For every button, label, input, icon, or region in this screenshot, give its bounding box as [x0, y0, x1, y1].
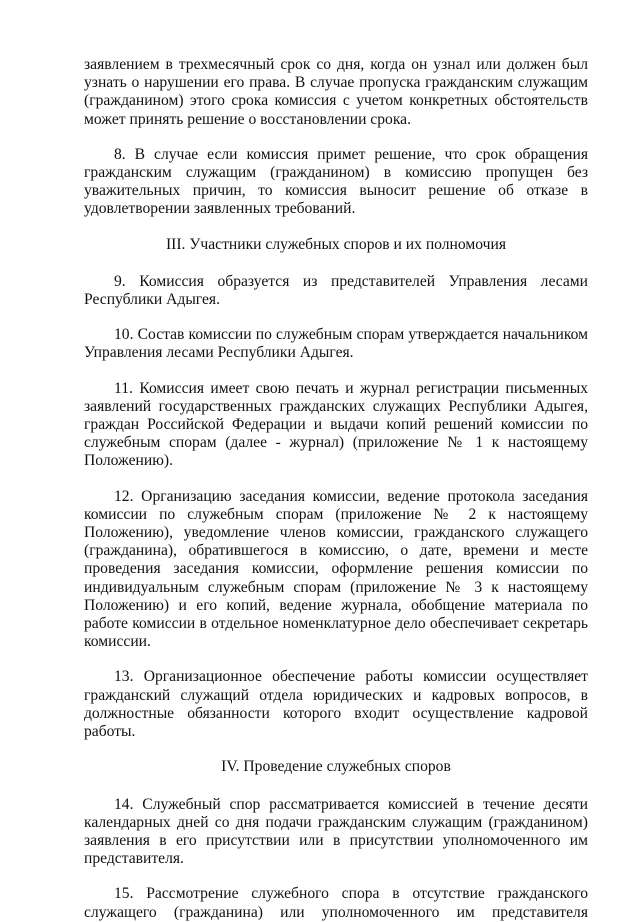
section-heading-4: IV. Проведение служебных споров — [221, 758, 451, 776]
paragraph-11: 11. Комиссия имеет свою печать и журнал регистрации письменных заявлений государственных гражданских служащих Республики Адыгея, граждан Российской Федерации и выдачи копий решений комиссии по служебным спорам (далее - журнал) (приложение № 1 к настоящему Положению). — [84, 379, 588, 470]
paragraph-15: 15. Рассмотрение служебного спора в отсутствие гражданского служащего (гражданина) или уполномоченного им представителя — [84, 885, 588, 921]
paragraph-8: 8. В случае если комиссия примет решение, что срок обращения гражданским служащим (гражданином) в комиссию пропущен без уважительных причин, то комиссия выносит решение об отказе в удовлетворении заявленных требований. — [84, 145, 588, 218]
section-heading-3: III. Участники служебных споров и их полномочия — [165, 235, 507, 253]
paragraph-7-continuation: заявлением в трехмесячный срок со дня, когда он узнал или должен был узнать о нарушении его права. В случае пропуска гражданским служащим (гражданином) этого срока комиссия с учетом конкретных обстоятельств может принять решение о восстановлении срока. — [84, 56, 588, 128]
paragraph-12: 12. Организацию заседания комиссии, ведение протокола заседания комиссии по служебным спорам (приложение № 2 к настоящему Положению), уведомление членов комиссии, гражданского служащего (гражданина), обратившегося в комиссию, о дате, времени и месте проведения заседания комиссии, оформление решения комиссии по индивидуальным служебным спорам (приложение № 3 к настоящему Положению) и его копий, ведение журнала, обобщение материала по работе комиссии в отдельное номенклатурное дело обеспечивает секретарь комиссии. — [84, 487, 588, 651]
document-page — [84, 56, 588, 922]
paragraph-10: 10. Состав комиссии по служебным спорам утверждается начальником Управления лесами Республики Адыгея. — [84, 326, 588, 362]
paragraph-9: 9. Комиссия образуется из представителей Управления лесами Республики Адыгея. — [84, 272, 588, 309]
paragraph-13: 13. Организационное обеспечение работы комиссии осуществляет гражданский служащий отдела юридических и кадровых вопросов, в должностные обязанности которого входит осуществление кадровой работы. — [84, 668, 588, 741]
paragraph-14: 14. Служебный спор рассматривается комиссией в течение десяти календарных дней со дня подачи гражданским служащим (гражданином) заявления в его присутствии или в присутствии уполномоченного им представителя. — [84, 795, 588, 868]
